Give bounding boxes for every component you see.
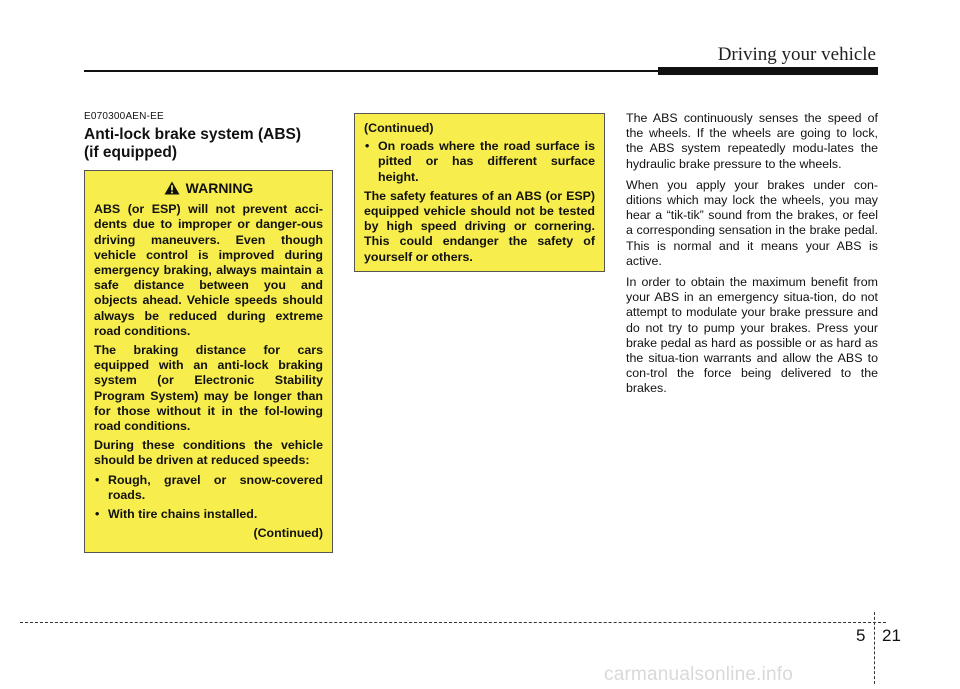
warning-box	[84, 170, 333, 553]
body-column	[626, 111, 878, 403]
footer-rule	[20, 622, 886, 623]
warning-cont-bullet-1: • On roads where the road surface is pitted or has different surface height.	[364, 139, 595, 185]
warning-cont-paragraph-1: The safety features of an ABS (or ESP) equipped vehicle should not be tested by high speed driving or cornering. This could endanger the safety of yourself or others.	[364, 188, 595, 264]
section-code: E070300AEN-EE	[84, 111, 164, 122]
warning-continued-label: (Continued)	[364, 121, 434, 135]
warning-paragraph-1: ABS (or ESP) will not prevent acci-dents due to improper or danger-ous driving maneuvers. Even though vehicle control is improved during emergency braking, always maintain a safe distance between you and objects ahead. Vehicle speeds should always be reduced during extreme road conditions.	[94, 202, 323, 338]
warning-continued: (Continued)	[253, 526, 323, 541]
warning-continued-box	[354, 113, 605, 272]
warning-label: WARNING	[185, 180, 254, 196]
body-paragraph-2: When you apply your brakes under con-ditions which may lock the wheels, you may hear a “tik-tik” sound from the brakes, or feel a corresponding sensation in the brake pedal. This is normal and it means your ABS is active.	[626, 177, 878, 268]
warning-triangle-icon	[164, 181, 180, 195]
page-number: 21	[882, 626, 901, 645]
heading-line-2: (if equipped)	[84, 144, 177, 161]
warning-header	[94, 177, 323, 196]
warning-paragraph-3: During these conditions the vehicle should be driven at reduced speeds:	[94, 438, 323, 468]
heading-line-1: Anti-lock brake system (ABS)	[84, 126, 302, 143]
running-header-title: Driving your vehicle	[717, 44, 876, 65]
header-bar	[658, 67, 878, 75]
section-heading	[84, 126, 344, 162]
body-paragraph-3: In order to obtain the maximum benefit from your ABS in an emergency situa-tion, do not attempt to modulate your brake pressure and do not try to pump your brakes. Press your brake pedal as hard as possible or as hard as the situa-tion warrants and allow the ABS to con-trol the force being delivered to the brakes.	[626, 275, 878, 396]
warning-bullet-1: • Rough, gravel or snow-covered roads.	[94, 473, 323, 503]
warning-bullet-2: • With tire chains installed.	[94, 507, 323, 522]
watermark: carmanualsonline.info	[604, 664, 794, 685]
warning-paragraph-2: The braking distance for cars equipped with an anti-lock braking system (or Electronic Stability Program System) may be longer than for those without it in the fol-lowing road conditions.	[94, 343, 323, 434]
body-paragraph-1: The ABS continuously senses the speed of the wheels. If the wheels are going to lock, the ABS system repeatedly modu-lates the hydraulic brake pressure to the wheels.	[626, 111, 878, 171]
chapter-number: 5	[856, 626, 866, 645]
header-rule	[84, 70, 658, 72]
footer-divider	[874, 612, 875, 684]
